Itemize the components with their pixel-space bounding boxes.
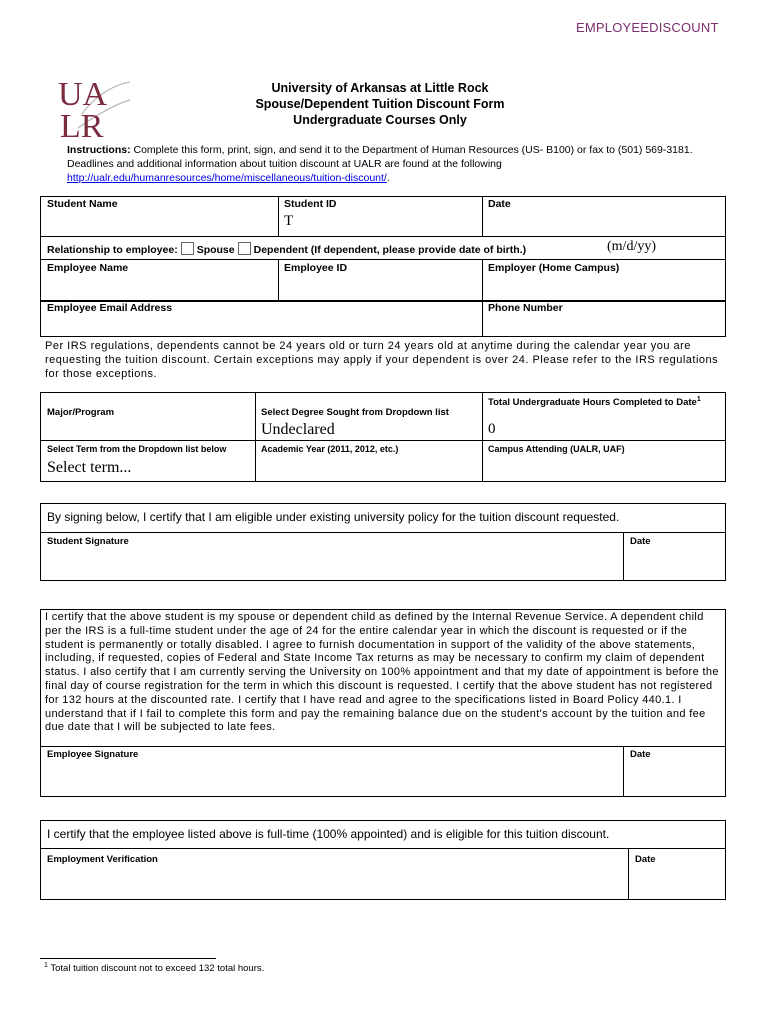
footnote xyxy=(44,962,264,974)
footnote-mark: 1 xyxy=(44,962,48,969)
major-label: Major/Program xyxy=(47,407,115,418)
degree-dropdown[interactable]: Undeclared xyxy=(261,421,335,438)
employee-name-label: Employee Name xyxy=(47,262,129,274)
hours-input[interactable]: 0 xyxy=(488,421,496,437)
employer-label: Employer (Home Campus) xyxy=(488,262,620,274)
dependent-checkbox[interactable] xyxy=(238,242,251,255)
tuition-discount-link[interactable]: http://ualr.edu/humanresources/home/miscellaneous/tuition-discount/ xyxy=(67,172,387,184)
irs-note: Per IRS regulations, dependents cannot be 24 years old or turn 24 years old at anytime during the calendar year you are requesting the tuition discount. Certain exceptions may apply if your dependent is over 24. Please refer to the IRS regulations for those exceptions. xyxy=(45,340,719,380)
hours-label: Total Undergraduate Hours Completed to Date$^1$ xyxy=(488,396,701,409)
title-line-1: University of Arkansas at Little Rock xyxy=(271,81,489,95)
date-label: Date xyxy=(488,198,511,210)
form-tag: EMPLOYEEDISCOUNT xyxy=(576,20,719,35)
instructions-label: Instructions: xyxy=(67,144,131,156)
student-signature-label: Student Signature xyxy=(47,536,129,547)
degree-label: Select Degree Sought from Dropdown list xyxy=(261,407,449,418)
student-date-label: Date xyxy=(630,536,651,547)
employee-date-label: Date xyxy=(630,749,651,760)
footnote-ref: 1 xyxy=(696,396,701,403)
spouse-label: Spouse xyxy=(196,244,235,256)
ualr-logo xyxy=(58,74,132,140)
employment-verification-label: Employment Verification xyxy=(47,854,158,865)
instructions: Instructions: Complete this form, print, sign, and send it to the Department of Human Resources (US- B100) or fax to (501) 569-3181. Deadlines and additional information about tuition discount at UALR are found at the following http://ualr.edu/humanresources/home/miscellaneous/tuition-discount/. xyxy=(67,144,693,184)
verification-date-label: Date xyxy=(635,854,656,865)
dob-input[interactable]: (m/d/yy) xyxy=(607,239,656,254)
svg-text:UA: UA xyxy=(58,76,108,113)
term-label: Select Term from the Dropdown list below xyxy=(47,444,227,454)
phone-label: Phone Number xyxy=(488,302,563,314)
student-cert-text: By signing below, I certify that I am eligible under existing university policy for the tuition discount requested. xyxy=(47,510,620,524)
term-dropdown[interactable]: Select term... xyxy=(47,459,132,476)
employee-id-label: Employee ID xyxy=(284,262,348,274)
student-name-label: Student Name xyxy=(47,198,118,210)
spouse-checkbox[interactable] xyxy=(181,242,194,255)
student-id-input[interactable]: T xyxy=(284,213,294,229)
footnote-text: Total tuition discount not to exceed 132 total hours. xyxy=(50,963,265,975)
relationship-row xyxy=(47,242,526,257)
instructions-text: Complete this form, print, sign, and send it to the Department of Human Resources (US- B100) or fax to (501) 569-3181. Deadlines and additional information about tuition discount at UALR are found at the following xyxy=(67,144,693,170)
svg-text:LR: LR xyxy=(60,108,104,140)
campus-label: Campus Attending (UALR, UAF) xyxy=(488,444,625,454)
employee-email-label: Employee Email Address xyxy=(47,302,173,314)
title-line-2: Spouse/Dependent Tuition Discount Form xyxy=(255,97,505,111)
employee-signature-label: Employee Signature xyxy=(47,749,139,760)
employee-cert-text: I certify that the above student is my spouse or dependent child as defined by the Internal Revenue Service. A dependent child per the IRS is a full-time student under the age of 24 for the entire calendar year in which the discount is requested or if the student is permanently or totally disabled. I agree to furnish documentation in support of the validity of the above statements, including, if requested, copies of Federal and State Income Tax returns as may be necessary to confirm my claim of dependent status. I also certify that I am currently serving the University on 100% appointment and that my date of appointment is before the final day of course registration for the term in which this discount is requested. I certify that the above student has not registered for 132 hours at the discounted rate. I certify that I have read and agree to the specifications listed in Board Policy 440.1. I understand that if I fail to complete this form and pay the remaining balance due on the student's account by the tuition and fee due date that I will be subjected to late fees. xyxy=(45,611,719,734)
academic-year-label: Academic Year (2011, 2012, etc.) xyxy=(261,444,399,454)
dependent-label: Dependent (If dependent, please provide date of birth.) xyxy=(253,244,527,256)
verification-text: I certify that the employee listed above is full-time (100% appointed) and is eligible for this tuition discount. xyxy=(47,827,610,841)
student-id-label: Student ID xyxy=(284,198,337,210)
title-line-3: Undergraduate Courses Only xyxy=(293,113,467,127)
relationship-label: Relationship to employee: xyxy=(47,244,178,256)
form-title xyxy=(150,80,610,128)
